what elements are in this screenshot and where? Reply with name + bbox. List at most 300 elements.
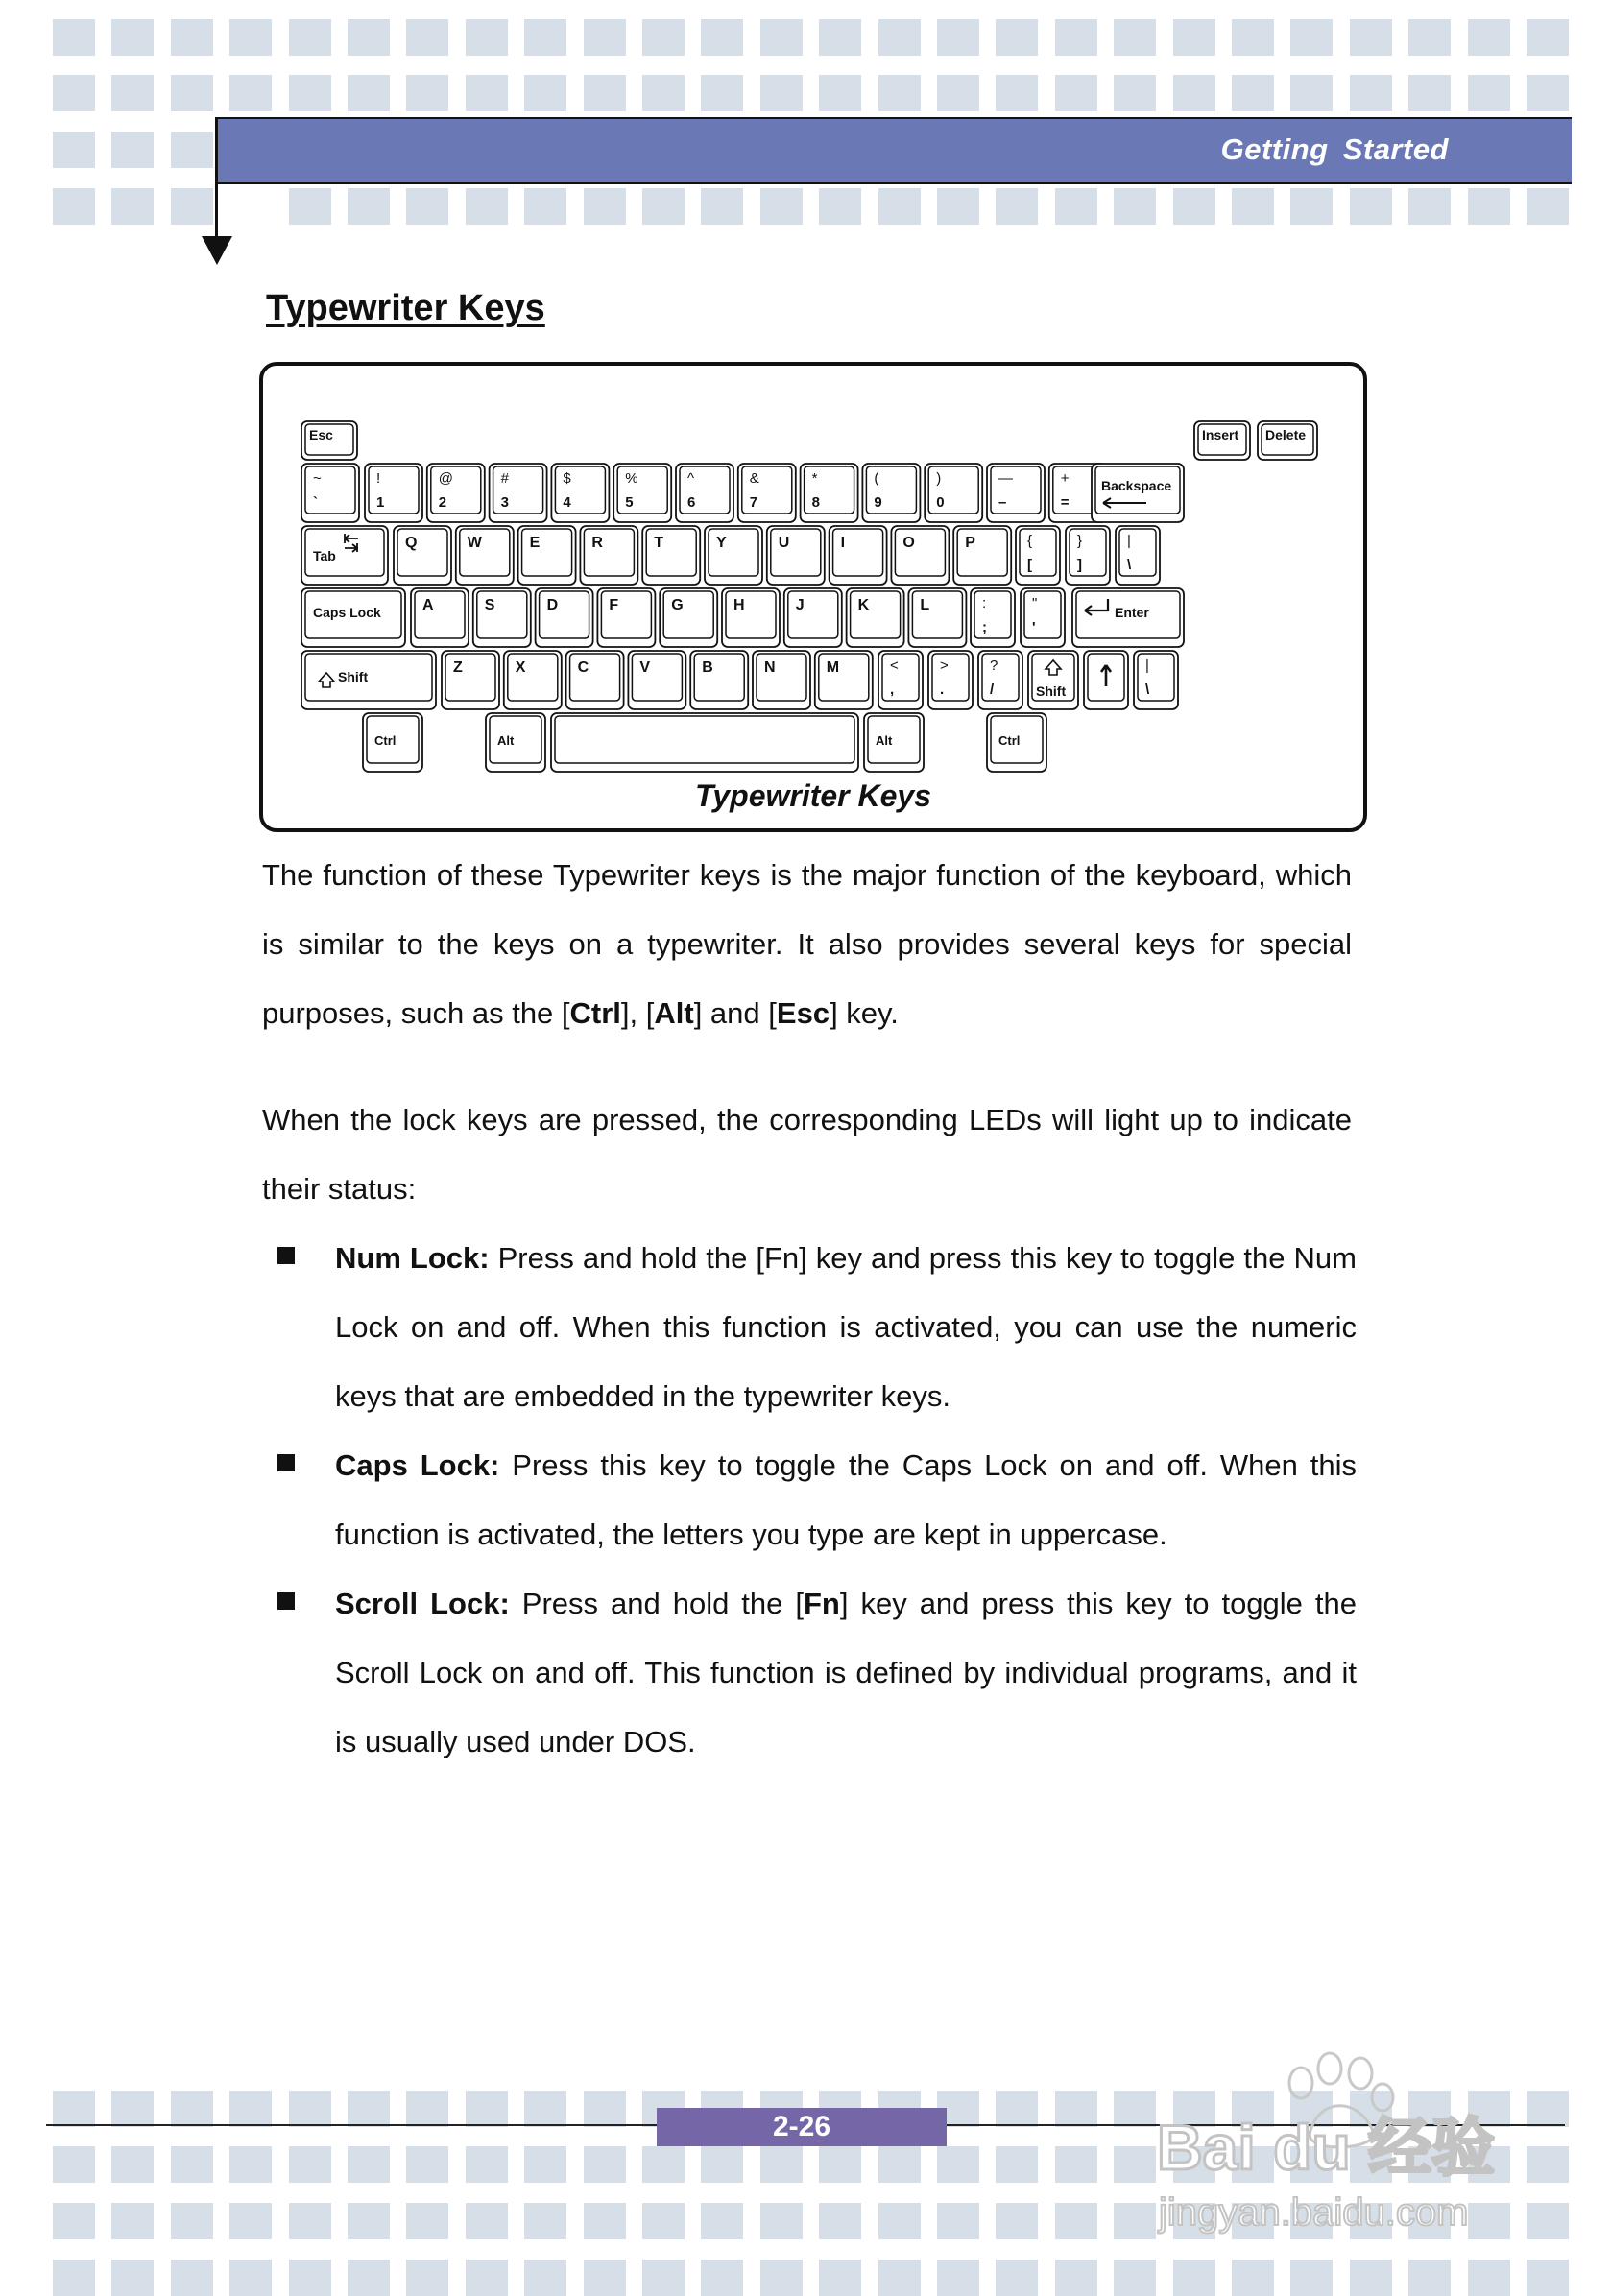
key-punct-0-top: < [890,658,899,674]
tile [996,19,1038,56]
key-bracket-0-bottom: [ [1027,557,1032,573]
tile [289,2260,331,2296]
tile [584,75,626,111]
key-number-11-top: + [1060,470,1070,487]
key-v [628,651,685,709]
key-punct-0 [878,651,923,709]
key-b-label: B [702,659,713,676]
tile [701,188,743,225]
key-punct-2-bottom: / [990,682,995,698]
tile [53,2260,95,2296]
key-number-6-top: & [749,470,759,487]
tile [584,188,626,225]
tile [760,188,803,225]
key-number-7 [801,464,858,522]
key-number-3-top: $ [563,470,571,487]
tile [1232,2260,1274,2296]
tile [1055,2146,1097,2183]
tile [1114,19,1156,56]
key-number-0 [365,464,422,522]
key-j-label: J [795,597,805,613]
tile [1290,2260,1333,2296]
tile [1527,75,1569,111]
tile [1055,2260,1097,2296]
tile [701,2260,743,2296]
key-number-6-bottom: 7 [749,494,758,511]
key-right-alt-label: Alt [876,733,893,748]
key-number-4-top: % [625,470,638,487]
tile [760,2203,803,2239]
key-number-4-bottom: 5 [625,494,634,511]
key-h [722,588,780,647]
key-right-alt [864,713,924,772]
tile [524,2203,566,2239]
tile [229,2260,272,2296]
tile [466,19,508,56]
tile [642,2260,685,2296]
tile [701,75,743,111]
tile [466,2146,508,2183]
intro-text-2: ], [ [620,996,655,1030]
key-left-shift [301,651,436,709]
key-o [891,526,949,585]
tile [1173,2260,1215,2296]
tile [878,2146,921,2183]
key-j [784,588,842,647]
tile [229,19,272,56]
key-d [536,588,593,647]
key-delete-label: Delete [1265,427,1307,442]
key-l-label: L [920,597,930,613]
tile [524,2146,566,2183]
tile [111,2260,154,2296]
key-number-0-top: ! [376,470,381,487]
key-number-2-bottom: 3 [500,494,509,511]
key-tilde [301,464,359,522]
key-a [411,588,469,647]
tile [1055,75,1097,111]
key-c [566,651,624,709]
intro-text-1: The function of these Typewriter keys is the major function of the keyboard, which is similar to the keys on a typewriter. It also provides several keys for special purposes, such as the [ [262,858,1352,1030]
key-left-shift-label: Shift [338,669,369,684]
key-esc [301,421,357,460]
tile [466,2203,508,2239]
tile [1408,188,1451,225]
tile [1527,188,1569,225]
tile [111,132,154,168]
tile [406,2091,448,2127]
key-punct-0-bottom: , [890,682,895,698]
fn-key-name: Fn [804,1587,840,1620]
tile [819,188,861,225]
tile [524,188,566,225]
tile [996,2260,1038,2296]
tile [1232,75,1274,111]
square-bullet-icon [277,1592,295,1610]
tile [937,188,979,225]
key-k [847,588,904,647]
tile [642,2146,685,2183]
chapter-header-bar [216,117,1572,184]
key-h-label: H [733,597,745,613]
key-e [518,526,576,585]
key-x [504,651,562,709]
key-b [690,651,748,709]
tile [53,19,95,56]
tile [466,188,508,225]
key-s [473,588,531,647]
caps-lock-label: Caps Lock: [335,1448,500,1482]
key-punct-2-top: ? [990,658,998,674]
tile [229,75,272,111]
key-number-11-bottom: = [1060,494,1070,511]
tile [878,2260,921,2296]
alt-key-name: Alt [654,996,694,1030]
key-g-label: G [671,597,684,613]
key-q-label: Q [405,535,418,551]
tile [171,75,213,111]
key-backslash [1134,651,1178,709]
tile [1232,19,1274,56]
tile [406,2260,448,2296]
tile [348,2203,390,2239]
keyboard-figure [259,362,1367,832]
tile [1114,188,1156,225]
keyboard-diagram [263,366,1367,778]
tile [171,2146,213,2183]
tile [1350,75,1392,111]
figure-caption: Typewriter Keys [694,778,932,813]
tile [1055,2091,1097,2127]
caps-lock-text: Press this key to toggle the Caps Lock on and off. When this function is activated, the letters you type are kept in uppercase. [335,1448,1357,1551]
key-number-10-top: — [998,470,1013,487]
tile [348,75,390,111]
key-number-8-bottom: 9 [874,494,882,511]
tile [524,19,566,56]
tile [819,75,861,111]
key-u [767,526,825,585]
key-t-label: T [654,535,663,551]
key-w [456,526,514,585]
key-quote-1-bottom: ' [1032,619,1036,635]
tile [289,2203,331,2239]
key-number-6 [738,464,796,522]
key-bracket-1-bottom: ] [1077,557,1082,573]
tile [524,2260,566,2296]
tile [1055,188,1097,225]
key-quote-1 [1021,588,1065,647]
tile [1468,188,1510,225]
tile [289,19,331,56]
tile [171,132,213,168]
tile [1290,188,1333,225]
key-bracket-0-top: { [1027,533,1033,549]
tile [701,19,743,56]
tile [229,2091,272,2127]
key-y-label: Y [716,535,727,551]
num-lock-text: Press and hold the [Fn] key and press this key to toggle the Num Lock on and off. When this function is activated, you can use the numeric keys that are embedded in the typewriter keys. [335,1241,1357,1413]
tile [406,188,448,225]
tile [289,75,331,111]
tile [1055,2203,1097,2239]
tile [1527,2091,1569,2127]
tile [937,2260,979,2296]
tile [171,188,213,225]
key-n-label: N [764,659,776,676]
key-tilde-bottom: ` [313,494,318,511]
key-p [953,526,1011,585]
key-i [830,526,887,585]
tile [1350,2260,1392,2296]
tile [229,2203,272,2239]
section-heading: Typewriter Keys [266,288,545,328]
tile [1290,75,1333,111]
key-right-shift [1028,651,1078,709]
tile [642,188,685,225]
down-arrow-icon [202,236,232,265]
tile [1173,188,1215,225]
tile [642,19,685,56]
key-delete [1258,421,1317,460]
key-i-label: I [840,535,846,551]
tile [996,2091,1038,2127]
tile [406,2146,448,2183]
intro-text-4: ] key. [830,996,899,1030]
key-left-alt-label: Alt [497,733,515,748]
key-number-10-bottom: – [998,494,1007,511]
tile [642,75,685,111]
key-number-1 [427,464,485,522]
key-f [597,588,655,647]
key-right-ctrl [987,713,1046,772]
tile [584,19,626,56]
tile [171,2203,213,2239]
key-quote-0 [971,588,1015,647]
key-punct-1-bottom: . [940,682,945,698]
key-m-label: M [826,659,840,676]
tile [1055,19,1097,56]
esc-key-name: Esc [776,996,830,1030]
tile [1350,188,1392,225]
tile [996,2146,1038,2183]
key-punct-1-top: > [940,658,949,674]
key-z-label: Z [453,659,463,676]
key-caps-lock [301,588,405,647]
key-esc-label: Esc [309,427,333,442]
tile [760,2146,803,2183]
tile [348,19,390,56]
key-enter-label: Enter [1115,605,1149,620]
tile [1114,2260,1156,2296]
baidu-watermark [1147,2045,1531,2236]
key-number-1-top: @ [438,470,454,487]
key-number-4 [613,464,671,522]
tile [760,19,803,56]
tile [1527,2203,1569,2239]
tile [1114,75,1156,111]
key-backslash-top: | [1145,658,1149,674]
scroll-lock-description [335,1569,1357,1777]
num-lock-description [335,1224,1357,1431]
tile [348,188,390,225]
tile [819,2146,861,2183]
tile [466,2091,508,2127]
tile [819,19,861,56]
tile [171,19,213,56]
key-number-10 [987,464,1045,522]
tile [406,19,448,56]
key-l [908,588,966,647]
key-right-ctrl-label: Ctrl [998,733,1021,748]
tile [760,75,803,111]
tile [171,2260,213,2296]
key-tab-label: Tab [313,548,336,563]
key-v-label: V [639,659,651,676]
key-number-2-top: # [500,470,509,487]
key-left-ctrl-label: Ctrl [374,733,397,748]
tile [111,19,154,56]
chapter-title: Getting Started [1220,132,1449,166]
num-lock-label: Num Lock: [335,1241,490,1275]
watermark-url: jingyan.baidu.com [1159,2191,1469,2234]
tile [996,188,1038,225]
key-number-8-top: ( [874,470,879,487]
tile [406,2203,448,2239]
key-number-0-bottom: 1 [376,494,385,511]
key-d-label: D [546,597,559,613]
key-m [815,651,873,709]
key-s-label: S [484,597,495,613]
tile [524,75,566,111]
key-number-5-top: ^ [687,470,695,487]
key-bracket-2 [1116,526,1160,585]
key-u-label: U [778,535,790,551]
tile [1527,19,1569,56]
key-x-label: X [515,659,526,676]
tile [1527,2146,1569,2183]
tile [937,75,979,111]
watermark-logo-text: Bai du 经验 [1157,2112,1496,2183]
key-number-7-bottom: 8 [811,494,820,511]
tile [1527,2260,1569,2296]
key-quote-1-top: " [1032,595,1038,611]
tile [53,75,95,111]
key-bracket-1-top: } [1077,533,1083,549]
tile [53,2146,95,2183]
tile [111,2146,154,2183]
key-a-label: A [422,597,434,613]
scroll-lock-text-1: Press and hold the [ [509,1587,804,1620]
key-e-label: E [529,535,541,551]
tile [996,2203,1038,2239]
tile [289,2146,331,2183]
key-number-9-top: ) [936,470,942,487]
key-number-9-bottom: 0 [936,494,945,511]
tile [1468,2260,1510,2296]
key-number-2 [490,464,547,522]
key-punct-2 [978,651,1022,709]
tile [111,2091,154,2127]
tile [111,188,154,225]
tile [111,2203,154,2239]
key-left-alt [486,713,545,772]
key-bracket-1 [1066,526,1110,585]
tile [642,2203,685,2239]
tile [1468,19,1510,56]
tile [701,2146,743,2183]
key-y [705,526,762,585]
key-q [394,526,451,585]
tile [289,188,331,225]
tile [53,2091,95,2127]
key-bracket-2-bottom: \ [1127,557,1132,573]
tile [348,2260,390,2296]
tile [348,2091,390,2127]
key-g [660,588,717,647]
tile [819,2260,861,2296]
tile [229,2146,272,2183]
key-number-7-top: * [811,470,818,487]
tile [584,2203,626,2239]
key-punct-1 [928,651,973,709]
caps-lock-description [335,1431,1357,1569]
tile [406,75,448,111]
tile [937,2146,979,2183]
key-f-label: F [609,597,619,613]
tile [937,2203,979,2239]
ctrl-key-name: Ctrl [569,996,621,1030]
key-c-label: C [577,659,589,676]
tile [1408,2260,1451,2296]
page-number: 2-26 [657,2108,947,2146]
key-r [580,526,637,585]
key-z [442,651,499,709]
key-number-5 [676,464,733,522]
scroll-lock-text-2: ] key and press this key to toggle the Scroll Lock on and off. This function is defined by individual programs, and it is usually used under DOS. [335,1587,1357,1758]
tile [466,2260,508,2296]
key-up-arrow [1084,651,1128,709]
key-quote-0-bottom: ; [982,619,987,635]
header-arrow-line [215,117,218,238]
square-bullet-icon [277,1454,295,1471]
key-insert-label: Insert [1202,427,1239,442]
tile [53,2203,95,2239]
key-backslash-bottom: \ [1145,682,1150,698]
key-number-8 [862,464,920,522]
tile [1173,75,1215,111]
tile [878,19,921,56]
key-quote-0-top: : [982,595,987,611]
tile [878,188,921,225]
tile [1290,19,1333,56]
tile [819,2203,861,2239]
key-number-3-bottom: 4 [563,494,571,511]
tile [584,2091,626,2127]
key-r-label: R [591,535,603,551]
key-number-9 [925,464,982,522]
key-enter [1072,588,1184,647]
key-k-label: K [857,597,870,613]
scroll-lock-label: Scroll Lock: [335,1587,510,1620]
tile [996,75,1038,111]
tile [1232,188,1274,225]
key-tab [301,526,388,585]
tile [348,2146,390,2183]
square-bullet-icon [277,1247,295,1264]
tile [1408,75,1451,111]
key-number-3 [551,464,609,522]
tile [1350,19,1392,56]
